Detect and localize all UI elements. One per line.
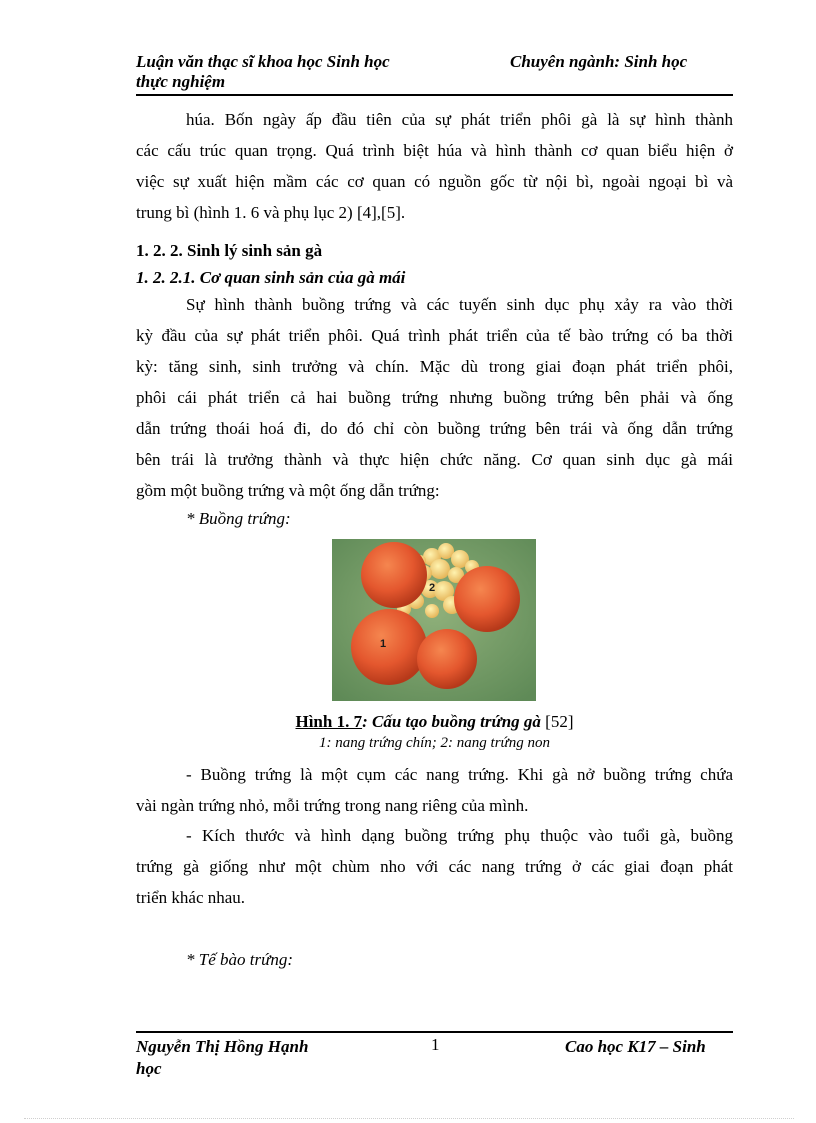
ovary-label: * Buồng trứng: — [186, 509, 291, 528]
bullet-line: - Buồng trứng là một cụm các nang trứng. Khi gà nở buồng trứng chứa — [186, 765, 733, 784]
intro-paragraph — [136, 104, 733, 228]
bullet-line: trứng gà giống như một chùm nho với các nang trứng ở các giai đoạn phát — [136, 857, 733, 876]
figure-marker-1: 1 — [380, 638, 387, 650]
figure-marker-2: 2 — [429, 582, 436, 594]
bullet-paragraph-1 — [136, 759, 733, 821]
main-line: dẫn trứng thoái hoá đi, do đó chỉ còn buồng trứng bên trái và ống dẫn trứng — [136, 419, 733, 438]
bullet-line: triển khác nhau. — [136, 888, 246, 907]
intro-line: húa. Bốn ngày ấp đầu tiên của sự phát triển phôi gà là sự hình thành — [186, 110, 733, 129]
main-paragraph — [136, 289, 733, 506]
header-left-line1: Luận văn thạc sĩ khoa học Sinh học — [136, 52, 390, 71]
caption-ref: [52] — [540, 712, 574, 731]
bullet-paragraph-2 — [136, 820, 733, 913]
footer-left-line2: học — [136, 1059, 162, 1078]
caption-title: : Cấu tạo buồng trứng gà — [362, 712, 541, 731]
main-line: gồm một buồng trứng và một ống dẫn trứng: — [136, 481, 440, 500]
bullet-line: - Kích thước và hình dạng buồng trứng phụ thuộc vào tuổi gà, buồng — [186, 826, 733, 845]
page-number: 1 — [431, 1035, 440, 1054]
intro-line: trung bì (hình 1. 6 và phụ lục 2) [4],[5]. — [136, 203, 406, 222]
egg-cell-label: * Tế bào trứng: — [186, 950, 294, 969]
main-line: Sự hình thành buồng trứng và các tuyến sinh dục phụ xảy ra vào thời — [186, 295, 733, 314]
main-line: kỳ: tăng sinh, sinh trưởng và chín. Mặc dù trong giai đoạn phát triển phôi, — [136, 357, 733, 376]
section-heading: 1. 2. 2. Sinh lý sinh sản gà — [136, 241, 323, 260]
ovary-photo — [332, 539, 536, 701]
footer-right: Cao học K17 – Sinh — [565, 1037, 706, 1056]
figure-caption — [136, 712, 733, 732]
caption-label: Hình 1. 7 — [295, 712, 363, 731]
intro-line: việc sự xuất hiện mầm các cơ quan có nguồn gốc từ nội bì, ngoài ngoại bì và — [136, 172, 733, 191]
header-right: Chuyên ngành: Sinh học — [510, 52, 688, 71]
bullet-line: vài ngàn trứng nhỏ, mỗi trứng trong nang riêng của mình. — [136, 796, 529, 815]
header-rule — [136, 94, 733, 96]
main-line: bên trái là trưởng thành và thực hiện chức năng. Cơ quan sinh dục gà mái — [136, 450, 733, 469]
footer-left-line1: Nguyễn Thị Hồng Hạnh — [136, 1037, 309, 1056]
footer-rule — [136, 1031, 733, 1033]
page-bottom-border — [24, 1118, 794, 1119]
figure-subcaption: 1: nang trứng chín; 2: nang trứng non — [319, 735, 550, 751]
main-line: kỳ đầu của sự phát triển phôi. Quá trình phát triển của tế bào trứng có ba thời — [136, 326, 733, 345]
subsection-heading: 1. 2. 2.1. Cơ quan sinh sản của gà mái — [136, 268, 406, 287]
header-left-line2: thực nghiệm — [136, 72, 226, 91]
main-line: phôi cái phát triển cả hai buồng trứng nhưng buồng trứng bên phải và ống — [136, 388, 733, 407]
intro-line: các cấu trúc quan trọng. Quá trình biệt húa và hình thành cơ quan biểu hiện ở — [136, 141, 733, 160]
